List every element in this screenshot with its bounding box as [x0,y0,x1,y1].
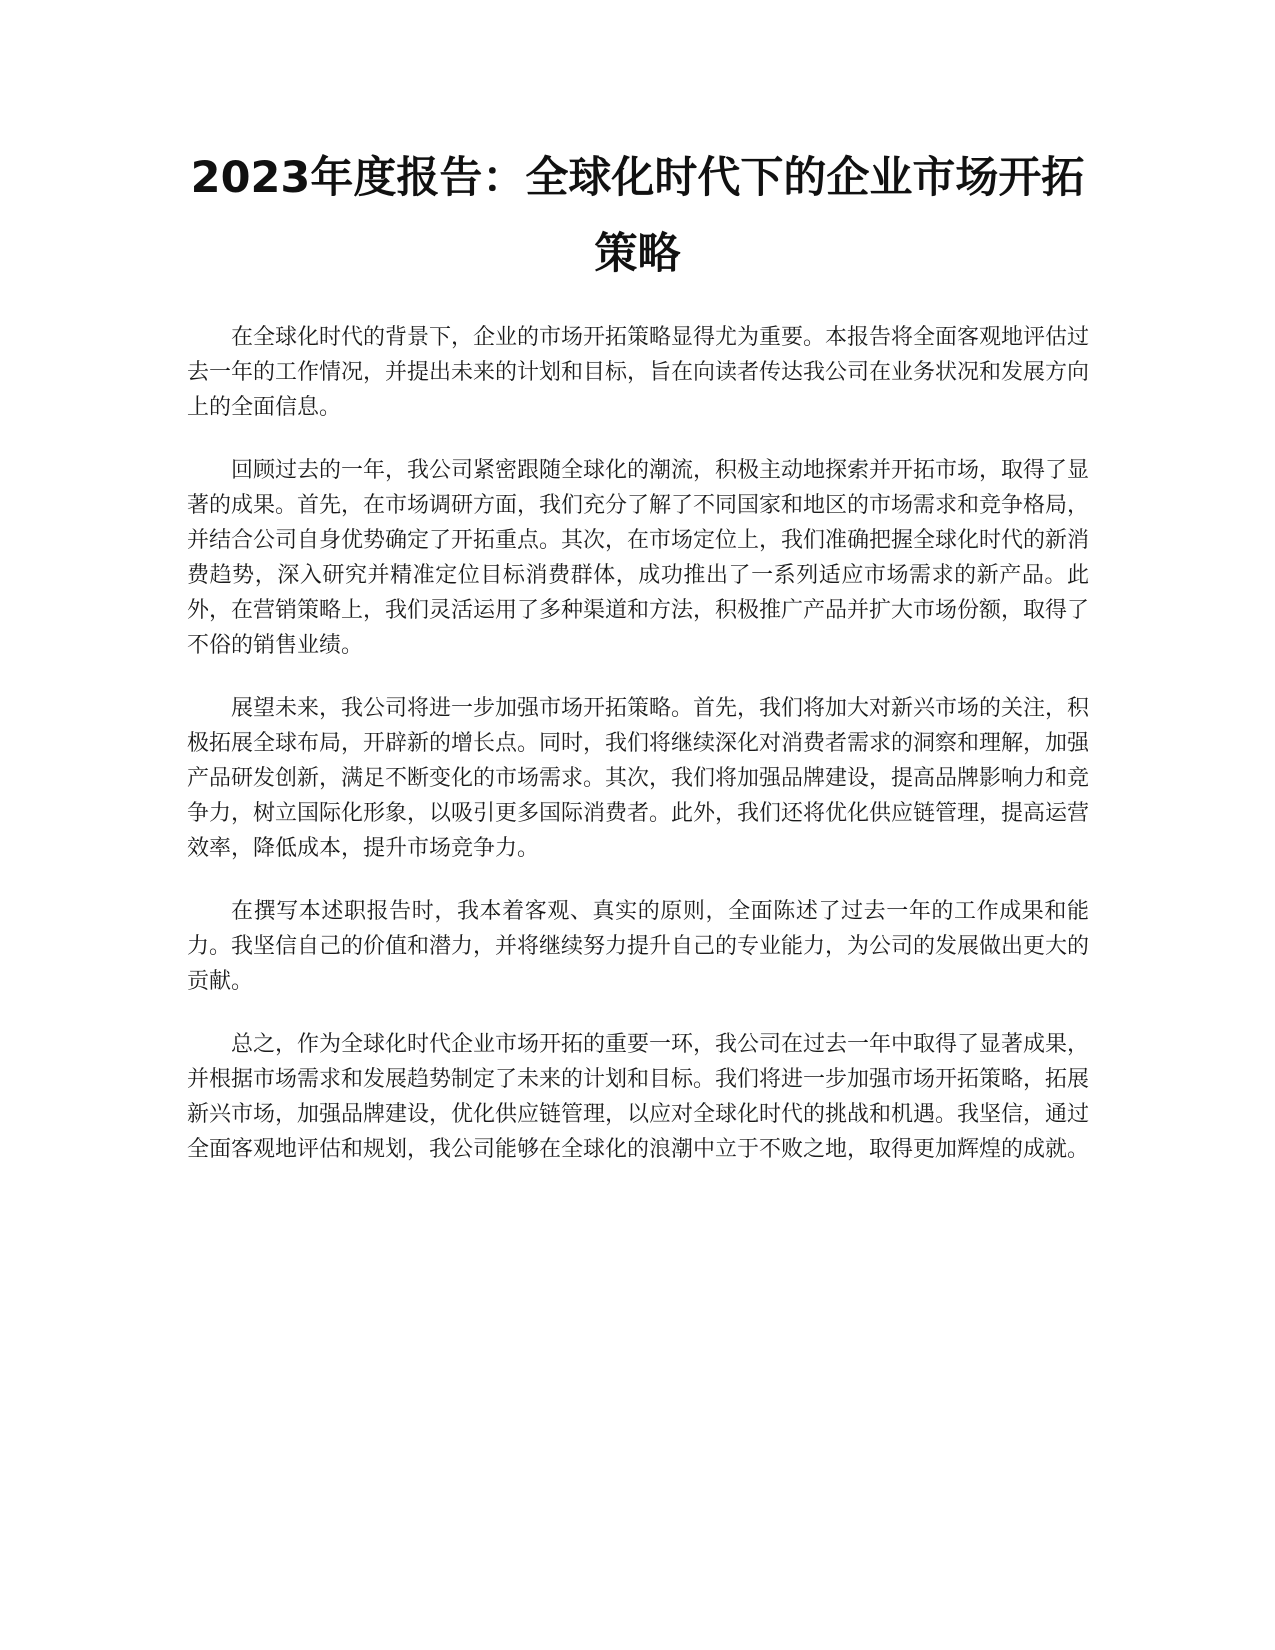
document-title: 2023年度报告：全球化时代下的企业市场开拓策略 [190,153,1085,279]
paragraph-review: 回顾过去的一年，我公司紧密跟随全球化的潮流，积极主动地探索并开拓市场，取得了显著的成果。首先，在市场调研方面，我们充分了解了不同国家和地区的市场需求和竞争格局，并结合公司自身优势确定了开拓重点。其次，在市场定位上，我们准确把握全球化时代的新消费趋势，深入研究并精准定位目标消费群体，成功推出了一系列适应市场需求的新产品。此外，在营销策略上，我们灵活运用了多种渠道和方法，积极推广产品并扩大市场份额，取得了不俗的销售业绩。 [187,458,1090,658]
paragraph-outlook: 展望未来，我公司将进一步加强市场开拓策略。首先，我们将加大对新兴市场的关注，积极拓展全球布局，开辟新的增长点。同时，我们将继续深化对消费者需求的洞察和理解，加强产品研发创新，满足不断变化的市场需求。其次，我们将加强品牌建设，提高品牌影响力和竞争力，树立国际化形象，以吸引更多国际消费者。此外，我们还将优化供应链管理，提高运营效率，降低成本，提升市场竞争力。 [187,696,1090,861]
paragraph-conclusion: 总之，作为全球化时代企业市场开拓的重要一环，我公司在过去一年中取得了显著成果，并根据市场需求和发展趋势制定了未来的计划和目标。我们将进一步加强市场开拓策略，拓展新兴市场，加强品牌建设，优化供应链管理，以应对全球化时代的挑战和机遇。我坚信，通过全面客观地评估和规划，我公司能够在全球化的浪潮中立于不败之地，取得更加辉煌的成就。 [187,1032,1090,1162]
paragraph-intro: 在全球化时代的背景下，企业的市场开拓策略显得尤为重要。本报告将全面客观地评估过去一年的工作情况，并提出未来的计划和目标，旨在向读者传达我公司在业务状况和发展方向上的全面信息。 [187,325,1090,420]
document-body [187,320,1089,1195]
paragraph-statement: 在撰写本述职报告时，我本着客观、真实的原则，全面陈述了过去一年的工作成果和能力。我坚信自己的价值和潜力，并将继续努力提升自己的专业能力，为公司的发展做出更大的贡献。 [187,899,1090,994]
